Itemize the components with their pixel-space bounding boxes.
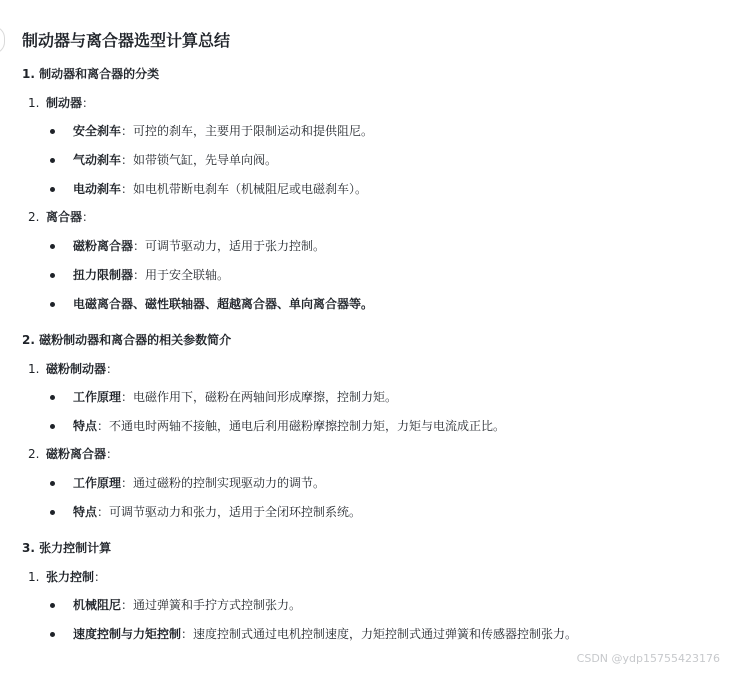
ordered-number: 2.	[28, 210, 40, 224]
item-description: 可控的刹车，主要用于限制运动和提供阻尼。	[133, 124, 374, 138]
item-term: 工作原理	[73, 476, 122, 490]
colon: ：	[133, 239, 146, 253]
item-description: 可调节驱动力和张力，适用于全闭环控制系统。	[109, 505, 362, 519]
item-term: 特点	[73, 419, 98, 433]
colon: ：	[94, 570, 107, 584]
item-term: 磁粉离合器	[73, 239, 134, 253]
ordered-label: 制动器	[46, 96, 83, 110]
bullet-icon	[50, 187, 55, 192]
list-item	[50, 388, 397, 406]
section-heading-magnetic-powder: 2. 磁粉制动器和离合器的相关参数简介	[22, 333, 232, 347]
colon: ：	[106, 447, 119, 461]
colon: ：	[121, 182, 134, 196]
ordered-item-tension-control	[28, 568, 106, 586]
item-term: 气动刹车	[73, 153, 122, 167]
ordered-number: 2.	[28, 447, 40, 461]
item-description: 通过弹簧和手拧方式控制张力。	[133, 598, 302, 612]
colon: ：	[121, 598, 134, 612]
section-heading-classification: 1. 制动器和离合器的分类	[22, 67, 160, 81]
item-term: 速度控制与力矩控制	[73, 627, 182, 641]
item-term: 特点	[73, 505, 98, 519]
ordered-item-clutch	[28, 208, 94, 226]
ordered-label: 离合器	[46, 210, 83, 224]
ordered-item-brake	[28, 94, 94, 112]
bullet-icon	[50, 158, 55, 163]
item-term: 安全刹车	[73, 124, 122, 138]
ordered-item-powder-clutch	[28, 445, 118, 463]
list-item	[50, 295, 373, 313]
item-description: 如电机带断电刹车（机械阻尼或电磁刹车）。	[133, 182, 368, 196]
list-item	[50, 151, 277, 169]
ordered-number: 1.	[28, 362, 40, 376]
colon: ：	[121, 390, 134, 404]
item-description: 通过磁粉的控制实现驱动力的调节。	[133, 476, 326, 490]
bullet-icon	[50, 129, 55, 134]
item-description: 用于安全联轴。	[145, 268, 230, 282]
list-item	[50, 625, 593, 646]
side-collapse-tab[interactable]	[0, 26, 5, 54]
bullet-icon	[50, 510, 55, 515]
list-item	[50, 503, 361, 521]
ordered-number: 1.	[28, 570, 40, 584]
item-description: 电磁作用下，磁粉在两轴间形成摩擦，控制力矩。	[133, 390, 398, 404]
bullet-icon	[50, 632, 55, 637]
item-term: 电动刹车	[73, 182, 122, 196]
colon: ：	[121, 124, 134, 138]
list-item	[50, 180, 367, 198]
bullet-icon	[50, 395, 55, 400]
colon: ：	[82, 96, 95, 110]
list-item	[50, 122, 373, 140]
item-description: 不通电时两轴不接触，通电后利用磁粉摩擦控制力矩，力矩与电流成正比。	[109, 419, 506, 433]
ordered-item-powder-brake	[28, 360, 118, 378]
bullet-icon	[50, 603, 55, 608]
page-title: 制动器与离合器选型计算总结	[22, 31, 231, 50]
item-bold-text: 电磁离合器、磁性联轴器、超越离合器、单向离合器等。	[73, 297, 374, 311]
item-term: 扭力限制器	[73, 268, 134, 282]
list-item	[50, 596, 301, 614]
ordered-label: 磁粉制动器	[46, 362, 107, 376]
bullet-icon	[50, 481, 55, 486]
item-term: 工作原理	[73, 390, 122, 404]
item-description: 如带锁气缸，先导单向阀。	[133, 153, 278, 167]
item-description: 速度控制式通过电机控制速度，力矩控制式通过弹簧和传感器控制张力。	[193, 627, 578, 641]
csdn-watermark: CSDN @ydp15755423176	[576, 652, 720, 665]
bullet-icon	[50, 273, 55, 278]
bullet-icon	[50, 424, 55, 429]
ordered-label: 磁粉离合器	[46, 447, 107, 461]
bullet-icon	[50, 244, 55, 249]
ordered-label: 张力控制	[46, 570, 95, 584]
ordered-number: 1.	[28, 96, 40, 110]
colon: ：	[97, 505, 110, 519]
bullet-icon	[50, 302, 55, 307]
list-item	[50, 266, 229, 284]
list-item	[50, 417, 505, 435]
colon: ：	[181, 627, 194, 641]
section-heading-tension-control: 3. 张力控制计算	[22, 541, 112, 555]
list-item	[50, 474, 325, 492]
item-description: 可调节驱动力，适用于张力控制。	[145, 239, 326, 253]
item-term: 机械阻尼	[73, 598, 122, 612]
colon: ：	[133, 268, 146, 282]
list-item	[50, 237, 325, 255]
colon: ：	[97, 419, 110, 433]
colon: ：	[121, 476, 134, 490]
colon: ：	[121, 153, 134, 167]
colon: ：	[82, 210, 95, 224]
colon: ：	[106, 362, 119, 376]
